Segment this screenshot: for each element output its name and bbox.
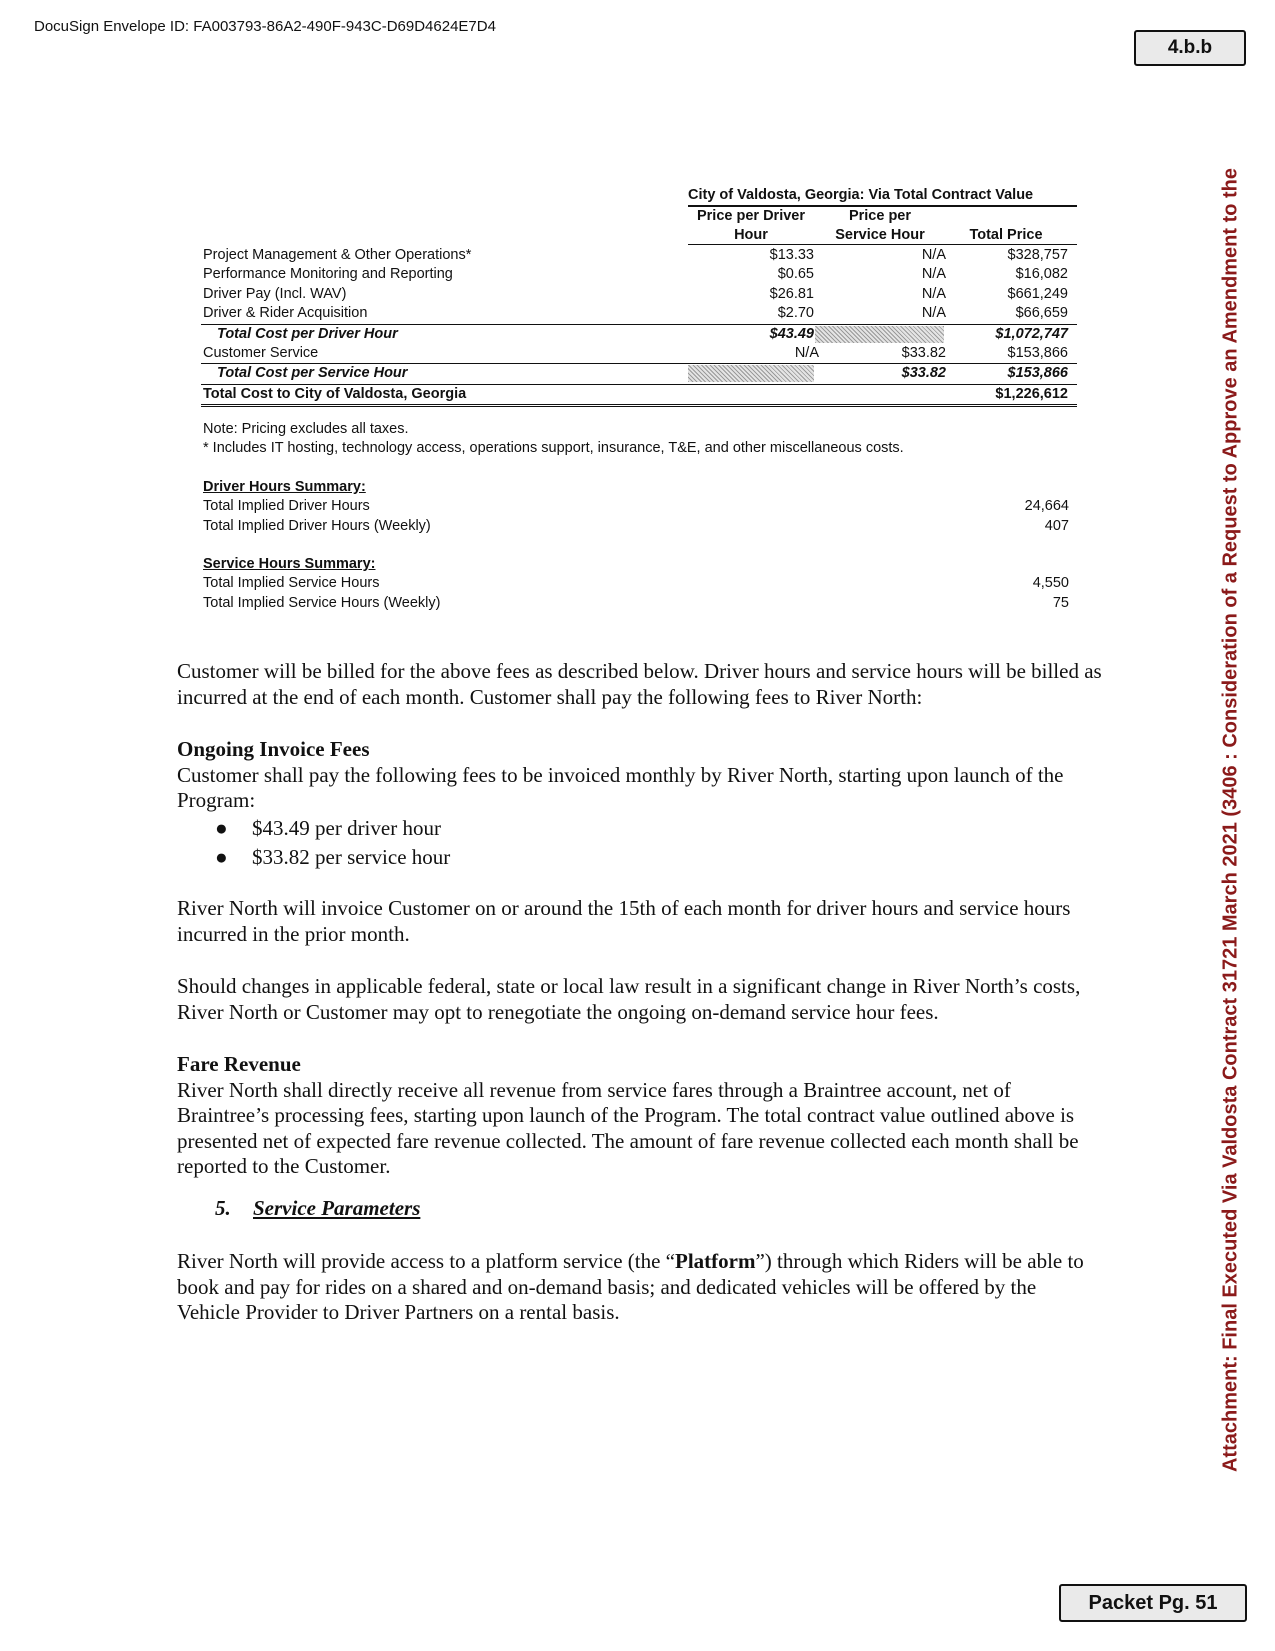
section-number: 5. xyxy=(215,1196,231,1220)
ongoing-invoice-section xyxy=(177,737,1102,872)
table-row: Performance Monitoring and Reporting $0.65 N/A $16,082 xyxy=(203,266,1068,283)
summary-row: Total Implied Service Hours (Weekly) 75 xyxy=(203,594,1069,611)
section-title: Service Parameters xyxy=(253,1196,421,1220)
subtotal-row-driver: Total Cost per Driver Hour $43.49 $1,072,747 xyxy=(201,324,1077,344)
service-hours-summary xyxy=(203,555,1069,613)
shaded-cell xyxy=(688,365,814,382)
table-notes xyxy=(203,420,904,458)
billing-paragraph: Customer will be billed for the above fees as described below. Driver hours and service hours will be billed as incurred at the end of each month. Customer shall pay the following fees to River North: xyxy=(177,659,1102,709)
list-item: ● $33.82 per service hour xyxy=(215,844,451,869)
table-row: Project Management & Other Operations* $13.33 N/A $328,757 xyxy=(203,247,1068,263)
agenda-tag: 4.b.b xyxy=(1134,30,1246,66)
service-summary-heading: Service Hours Summary: xyxy=(203,556,376,572)
summary-row: Total Implied Driver Hours 24,664 xyxy=(203,498,1069,515)
summary-row: Total Implied Driver Hours (Weekly) 407 xyxy=(203,517,1069,534)
attachment-side-label: Attachment: Final Executed Via Valdosta Contract 31721 March 2021 (3406 : Consideration of a Request to Approve an Amendment to the xyxy=(1219,167,1242,1473)
driver-summary-heading: Driver Hours Summary: xyxy=(203,479,366,495)
ongoing-invoice-text: Customer shall pay the following fees to be invoiced monthly by River North, starting upon launch of the Program: xyxy=(177,762,1064,812)
driver-hours-summary xyxy=(203,478,1069,536)
note-taxes: Note: Pricing excludes all taxes. xyxy=(203,421,409,437)
grand-total-row: Total Cost to City of Valdosta, Georgia $1,226,612 xyxy=(201,384,1077,407)
column-header-price-service: Price per Service Hour xyxy=(835,208,925,243)
fare-revenue-heading: Fare Revenue xyxy=(177,1052,301,1076)
shaded-cell xyxy=(815,326,944,343)
note-includes: * Includes IT hosting, technology access, operations support, insurance, T&E, and other miscellaneous costs. xyxy=(203,440,904,456)
section-heading xyxy=(215,1196,420,1221)
pricing-table xyxy=(201,187,1077,407)
platform-paragraph: River North will provide access to a platform service (the “Platform”) through which Riders will be able to book and pay for rides on a shared and on-demand basis; and dedicated vehicles will be offered by the Vehicle Provider to Driver Partners on a rental basis. xyxy=(177,1249,1084,1324)
column-header-price-driver: Price per Driver Hour xyxy=(696,208,805,243)
invoice-timing-paragraph: River North will invoice Customer on or around the 15th of each month for driver hours and service hours incurred in the prior month. xyxy=(177,896,1071,946)
packet-page-label: Packet Pg. 51 xyxy=(1059,1584,1247,1622)
fare-revenue-section xyxy=(177,1052,1102,1180)
pricing-table-header xyxy=(201,187,1077,246)
list-item: ● $43.49 per driver hour xyxy=(215,815,441,840)
fare-revenue-text: River North shall directly receive all revenue from service fares through a Braintree account, net of Braintree’s processing fees, starting upon launch of the Program. The total contract value outlined above is presented net of expected fare revenue collected. The amount of fare revenue collected each month shall be reported to the Customer. xyxy=(177,1077,1079,1178)
fee-list xyxy=(177,814,1102,872)
subtotal-row-service: Total Cost per Service Hour $33.82 $153,866 xyxy=(201,363,1077,383)
envelope-id: DocuSign Envelope ID: FA003793-86A2-490F-943C-D69D4624E7D4 xyxy=(34,18,496,35)
column-header-total: Total Price xyxy=(969,227,1043,243)
law-change-paragraph: Should changes in applicable federal, state or local law result in a significant change in River North’s costs, River North or Customer may opt to renegotiate the ongoing on-demand service hour fees. xyxy=(177,974,1081,1024)
platform-term: Platform xyxy=(675,1249,756,1273)
ongoing-invoice-heading: Ongoing Invoice Fees xyxy=(177,737,370,761)
summary-row: Total Implied Service Hours 4,550 xyxy=(203,575,1069,592)
pricing-table-title: City of Valdosta, Georgia: Via Total Contract Value xyxy=(688,187,1034,203)
table-row: Driver & Rider Acquisition $2.70 N/A $66,659 xyxy=(203,305,1068,322)
table-row: Driver Pay (Incl. WAV) $26.81 N/A $661,249 xyxy=(203,285,1068,302)
table-row: Customer Service N/A $33.82 $153,866 xyxy=(203,344,1068,361)
